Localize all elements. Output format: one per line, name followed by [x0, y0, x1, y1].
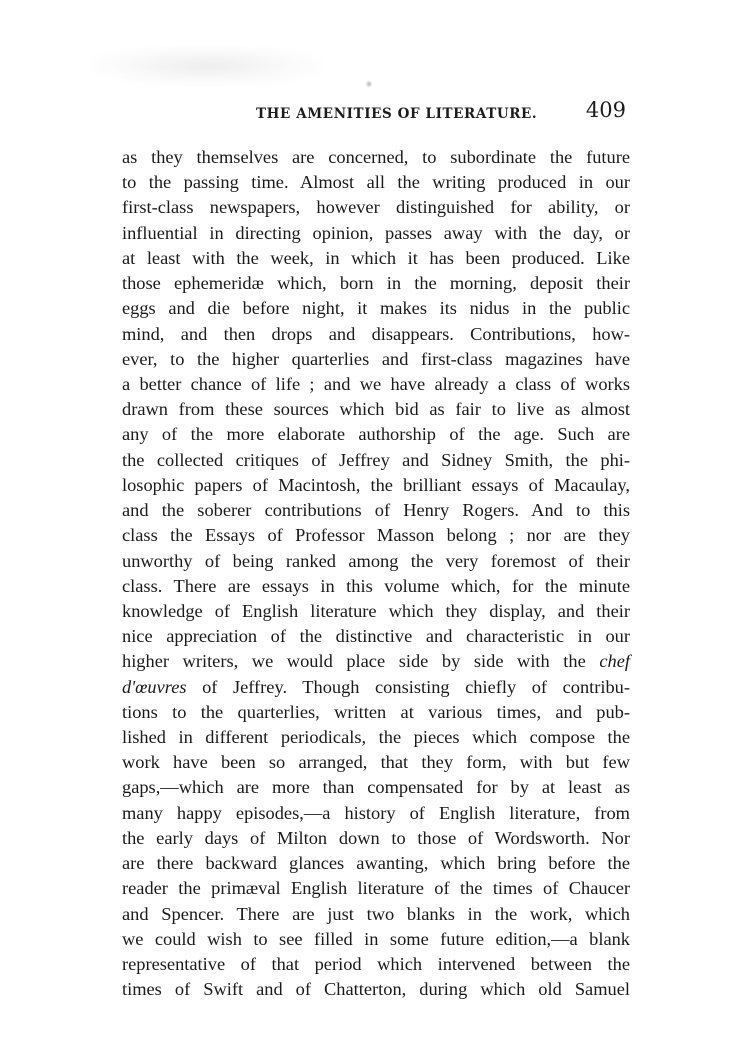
text-line: lished in different periodicals, the pieces which compose the: [122, 727, 630, 748]
text-line: to the passing time. Almost all the writing produced in our: [122, 172, 630, 193]
text-segment: higher writers, we would place side by side with the: [122, 651, 586, 672]
text-line: those ephemeridæ which, born in the morning, deposit their: [122, 273, 630, 294]
text-line: are there backward glances awanting, which bring before the: [122, 853, 630, 874]
text-line: influential in directing opinion, passes away with the day, or: [122, 222, 630, 243]
running-title: THE AMENITIES OF LITERATURE.: [256, 106, 538, 122]
text-line: knowledge of English literature which they display, and their: [122, 600, 630, 621]
text-segment: of Jeffrey. Though consisting chiefly of contribu-: [202, 676, 630, 697]
text-line-with-italic: [122, 649, 630, 674]
italic-phrase: chef: [599, 651, 630, 672]
text-line: the early days of Milton down to those of Wordsworth. Nor: [122, 827, 630, 848]
text-line: any of the more elaborate authorship of the age. Such are: [122, 424, 630, 445]
text-line: and Spencer. There are just two blanks in the work, which: [122, 903, 630, 924]
text-line-with-italic: [122, 675, 630, 700]
text-line: tions to the quarterlies, written at various times, and pub-: [122, 701, 630, 722]
italic-phrase: d'œuvres: [122, 676, 187, 697]
text-line: losophic papers of Macintosh, the brilliant essays of Macaulay,: [122, 474, 630, 495]
text-line: many happy episodes,—a history of English literature, from: [122, 802, 630, 823]
body-text: [122, 145, 630, 1002]
text-line: work have been so arranged, that they form, with but few: [122, 752, 630, 773]
text-line: nice appreciation of the distinctive and characteristic in our: [122, 626, 630, 647]
text-line: eggs and die before night, it makes its nidus in the public: [122, 298, 630, 319]
text-line: class the Essays of Professor Masson belong ; nor are they: [122, 525, 630, 546]
text-line: we could wish to see filled in some future edition,—a blank: [122, 928, 630, 949]
ink-speck: [366, 80, 372, 88]
paper-smudge: [92, 46, 322, 86]
text-line: mind, and then drops and disappears. Contributions, how-: [122, 323, 630, 344]
text-line: reader the primæval English literature of the times of Chaucer: [122, 878, 630, 899]
text-line: as they themselves are concerned, to subordinate the future: [122, 147, 630, 167]
text-line: class. There are essays in this volume which, for the minute: [122, 575, 630, 596]
text-line: drawn from these sources which bid as fair to live as almost: [122, 399, 630, 420]
page-header: [122, 98, 630, 128]
text-line: unworthy of being ranked among the very foremost of their: [122, 550, 630, 571]
text-line: representative of that period which intervened between the: [122, 954, 630, 974]
text-line: and the soberer contributions of Henry Rogers. And to this: [122, 500, 630, 521]
text-line: times of Swift and of Chatterton, during which old Samuel: [122, 979, 630, 1000]
text-line: at least with the week, in which it has been produced. Like: [122, 247, 630, 268]
text-line: ever, to the higher quarterlies and first-class magazines have: [122, 348, 630, 369]
text-line: first-class newspapers, however distinguished for ability, or: [122, 197, 630, 218]
text-line: gaps,—which are more than compensated for by at least as: [122, 777, 630, 798]
page-number: 409: [585, 98, 626, 122]
text-line: a better chance of life ; and we have already a class of works: [122, 373, 630, 394]
text-line: the collected critiques of Jeffrey and Sidney Smith, the phi-: [122, 449, 630, 470]
